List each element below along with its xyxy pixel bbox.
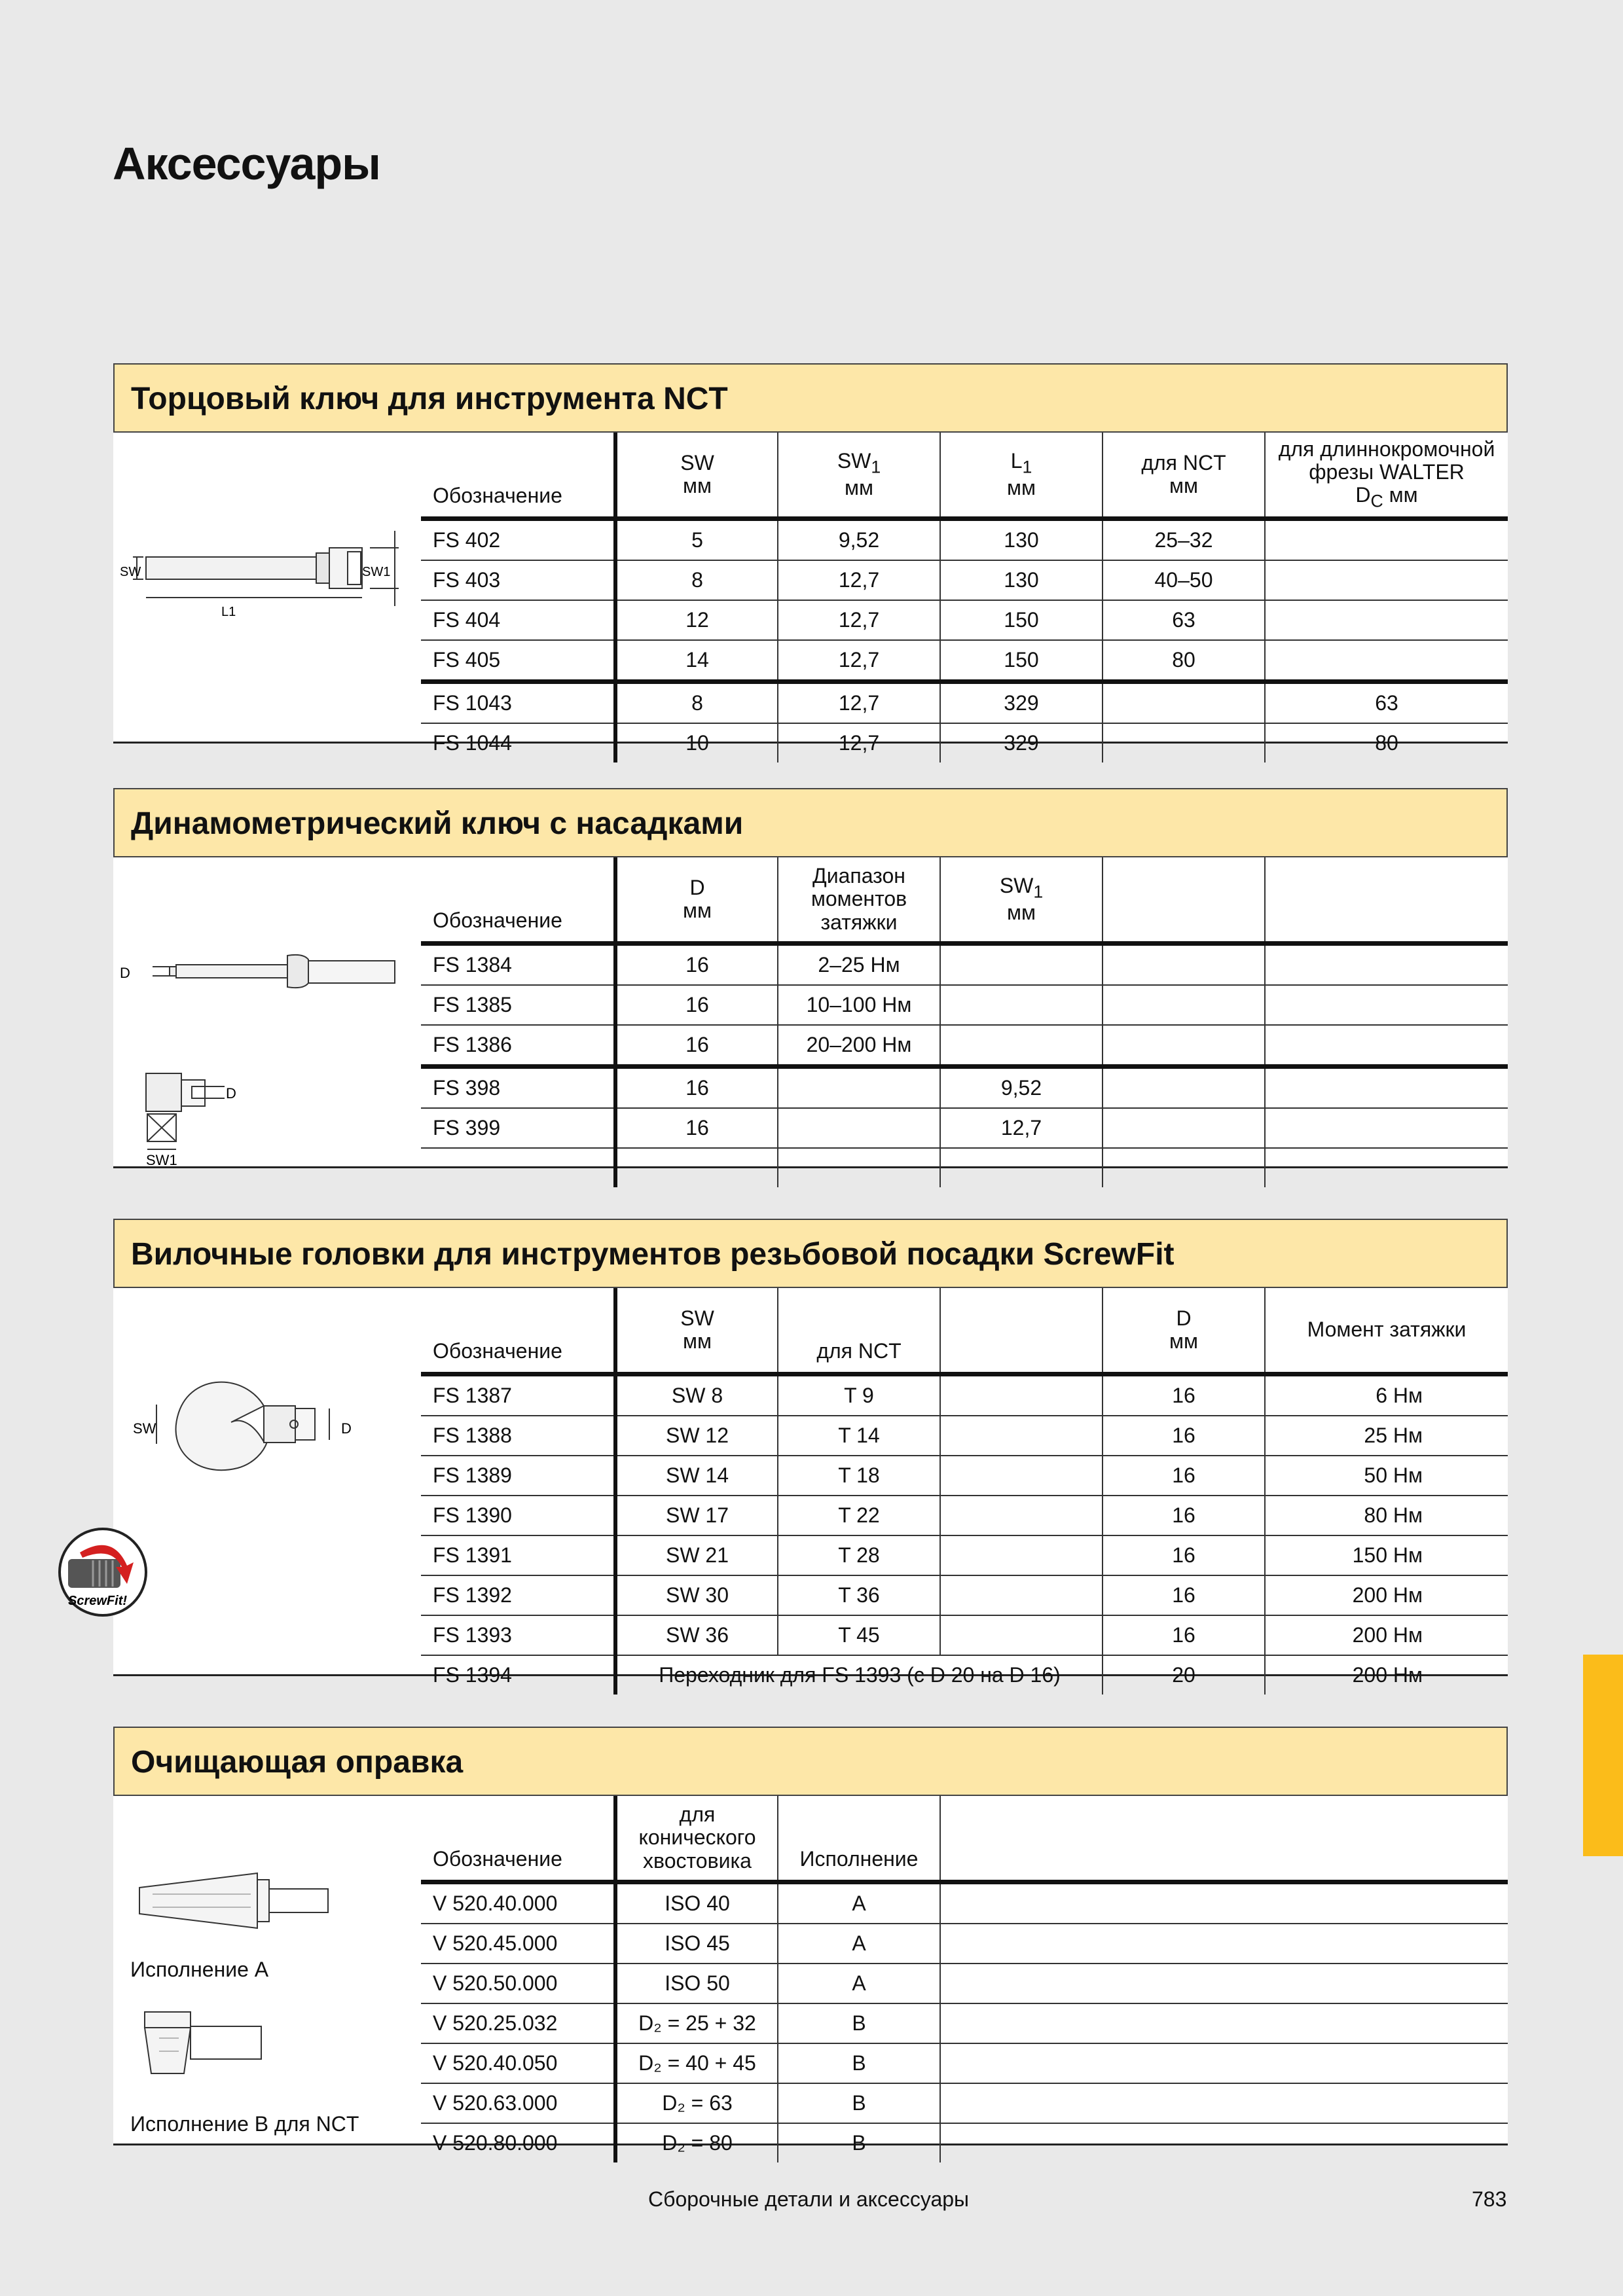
table-row: FS 1389 SW 14 T 18 16 50 Нм — [421, 1456, 1508, 1496]
table-row: V 520.50.000 ISO 50 A — [421, 1964, 1508, 2003]
table-row: FS 1394 Переходник для FS 1393 (с D 20 на D 16) 20 200 Нм — [421, 1655, 1508, 1695]
header-sw: SW мм — [615, 1288, 778, 1374]
header-torque-range: Диапазон моментов затяжки — [778, 857, 940, 944]
table-row: FS 1384 16 2–25 Нм — [421, 944, 1508, 986]
table-row: V 520.45.000 ISO 45 A — [421, 1924, 1508, 1964]
table-row — [421, 1148, 1508, 1187]
header-code: Обозначение — [421, 1288, 615, 1374]
header-d: D мм — [1103, 1288, 1265, 1374]
header-version: Исполнение — [778, 1796, 940, 1882]
footer-text: Сборочные детали и аксессуары — [648, 2187, 970, 2211]
page-number: 783 — [1472, 2187, 1507, 2211]
section-socket-wrench — [113, 363, 1508, 755]
section-tab-marker — [1583, 1655, 1623, 1856]
socket-wrench-drawing — [113, 433, 421, 742]
table-row: FS 1391 SW 21 T 28 16 150 Нм — [421, 1535, 1508, 1575]
caption-version-b: Исполнение B для NCT — [130, 2112, 359, 2136]
header-sw1: $SW_1$ мм — [778, 433, 940, 519]
section-screwfit-heads — [113, 1219, 1508, 1687]
d-label: D — [120, 965, 130, 981]
table-row: FS 399 16 12,7 — [421, 1108, 1508, 1148]
screwfit-logo — [54, 1526, 152, 1618]
table-row: V 520.40.000 ISO 40 A — [421, 1882, 1508, 1924]
table-row: FS 402 5 9,52 130 25–32 — [421, 519, 1508, 561]
table-row: V 520.25.032 D₂ = 25 + 32 B — [421, 2003, 1508, 2043]
header-torque: Момент затяжки — [1265, 1288, 1508, 1374]
section-title: Торцовый ключ для инструмента NCT — [113, 363, 1508, 433]
table-row: V 520.63.000 D₂ = 63 B — [421, 2083, 1508, 2123]
table-row: FS 1387 SW 8 T 9 16 6 Нм — [421, 1374, 1508, 1416]
table-row: FS 1044 10 12,7 329 80 — [421, 723, 1508, 762]
header-code: Обозначение — [421, 857, 615, 944]
screwfit-logo-text: ScrewFit! — [68, 1594, 128, 1608]
sw1-label: SW1 — [362, 565, 391, 579]
table-row: FS 1392 SW 30 T 36 16 200 Нм — [421, 1575, 1508, 1615]
section-title: Очищающая оправка — [113, 1727, 1508, 1796]
header-code: Обозначение — [421, 1796, 615, 1882]
fork-head-drawing — [113, 1288, 421, 1674]
header-walter: для длиннокромочной фрезы WALTER $D_C$ мм — [1265, 433, 1508, 519]
header-sw: SW мм — [615, 433, 778, 519]
table-row: FS 398 16 9,52 — [421, 1067, 1508, 1109]
table-row: FS 1386 16 20–200 Нм — [421, 1025, 1508, 1067]
cleaning-arbor-table — [421, 1796, 1508, 2162]
header-l1: $L_1$ мм — [940, 433, 1103, 519]
header-nct: для NCT — [778, 1288, 940, 1374]
page-title: Аксессуары — [113, 138, 380, 189]
table-row: FS 1043 8 12,7 329 63 — [421, 682, 1508, 724]
header-nct: для NCT мм — [1103, 433, 1265, 519]
table-row: FS 404 12 12,7 150 63 — [421, 600, 1508, 640]
header-sw1: $SW_1$ мм — [940, 857, 1103, 944]
table-row: V 520.80.000 D₂ = 80 B — [421, 2123, 1508, 2162]
header-d: D мм — [615, 857, 778, 944]
torque-wrench-drawing — [113, 857, 421, 1166]
table-row: FS 1390 SW 17 T 22 16 80 Нм — [421, 1496, 1508, 1535]
header-taper: для конического хвостовика — [615, 1796, 778, 1882]
table-row: FS 403 8 12,7 130 40–50 — [421, 560, 1508, 600]
socket-wrench-table — [421, 433, 1508, 762]
screwfit-table — [421, 1288, 1508, 1695]
l1-label: L1 — [221, 605, 236, 619]
d-label: D — [341, 1420, 352, 1437]
table-row: FS 1385 16 10–100 Нм — [421, 985, 1508, 1025]
section-title: Динамометрический ключ с насадками — [113, 788, 1508, 857]
sw1-label: SW1 — [146, 1152, 177, 1166]
table-row: FS 405 14 12,7 150 80 — [421, 640, 1508, 682]
table-row: V 520.40.050 D₂ = 40 + 45 B — [421, 2043, 1508, 2083]
table-row: FS 1388 SW 12 T 14 16 25 Нм — [421, 1416, 1508, 1456]
sw-label: SW — [133, 1420, 156, 1437]
header-code: Обозначение — [421, 433, 615, 519]
section-torque-wrench — [113, 788, 1508, 1168]
cleaning-arbor-drawing — [113, 1796, 421, 2144]
caption-version-a: Исполнение A — [130, 1958, 269, 1981]
sw-label: SW — [120, 565, 141, 579]
section-cleaning-arbor — [113, 1727, 1508, 2155]
table-row: FS 1393 SW 36 T 45 16 200 Нм — [421, 1615, 1508, 1655]
section-title: Вилочные головки для инструментов резьбовой посадки ScrewFit — [113, 1219, 1508, 1288]
d-label-2: D — [226, 1085, 236, 1102]
torque-wrench-table — [421, 857, 1508, 1187]
